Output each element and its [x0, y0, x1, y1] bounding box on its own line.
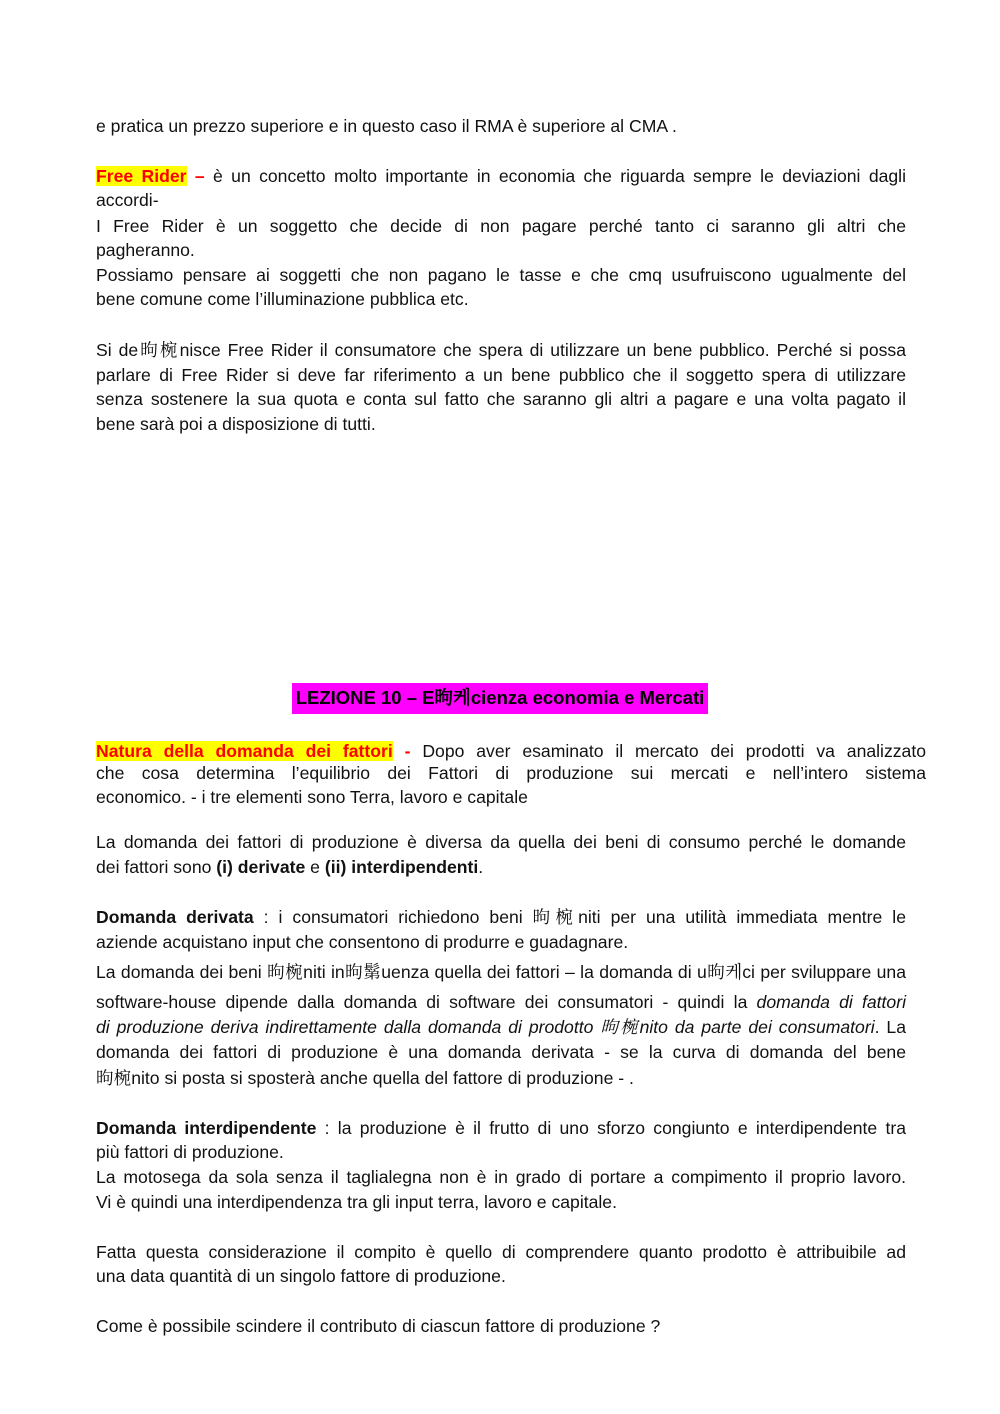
free-rider-term: Free Rider — [96, 166, 187, 186]
paragraph-line: bene comune come l’illuminazione pubblica etc. — [96, 289, 469, 309]
text-span: e — [305, 857, 325, 877]
italic-span: di produzione deriva indirettamente dalla domanda di prodotto 昫椀nito da parte dei consumatori — [96, 1017, 875, 1037]
text-span: dei fattori sono — [96, 857, 217, 877]
paragraph-line: Vi è quindi una interdipendenza tra gli input terra, lavoro e capitale. — [96, 1192, 617, 1212]
paragraph-line: I Free Rider è un soggetto che decide di non pagare perché tanto ci saranno gli altri che — [96, 216, 906, 236]
interdipendente-line-1 — [96, 1116, 906, 1140]
paragraph-line: che cosa determina l’equilibrio dei Fattori di produzione sui mercati e nell’intero sistema — [96, 763, 926, 783]
paragraph-line: Si de昫椀nisce Free Rider il consumatore che spera di utilizzare un bene pubblico. Perché si possa — [96, 340, 906, 360]
natura-term: Natura della domanda dei fattori — [96, 741, 393, 761]
paragraph-line: più fattori di produzione. — [96, 1142, 284, 1162]
question-line: Come è possibile scindere il contributo di ciascun fattore di produzione ? — [96, 1316, 661, 1336]
lesson-heading — [0, 684, 1000, 712]
text-span: software-house dipende dalla domanda di software dei consumatori - quindi la — [96, 992, 757, 1012]
paragraph-line: domanda dei fattori di produzione è una domanda derivata - se la curva di domanda del bene — [96, 1042, 906, 1062]
italic-span: domanda di fattori — [756, 992, 906, 1012]
derivata-line-4 — [96, 990, 906, 1014]
free-rider-line-1 — [96, 164, 906, 188]
text-span: è un concetto molto importante in economia che riguarda sempre le deviazioni dagli — [204, 166, 906, 186]
paragraph-line: economico. - i tre elementi sono Terra, lavoro e capitale — [96, 787, 528, 807]
derivate-bold: (i) derivate — [216, 857, 306, 877]
term-dash: – — [186, 166, 205, 186]
natura-line-1 — [96, 739, 926, 763]
interdipendenti-bold: (ii) interdipendenti — [324, 857, 479, 877]
paragraph-line: Fatta questa considerazione il compito è quello di comprendere quanto prodotto è attribuibile ad — [96, 1242, 906, 1262]
paragraph-line: una data quantità di un singolo fattore di produzione. — [96, 1266, 506, 1286]
text-span: . La — [874, 1017, 906, 1037]
paragraph-line: pagheranno. — [96, 240, 195, 260]
paragraph-line: La domanda dei fattori di produzione è diversa da quella dei beni di consumo perché le domande — [96, 832, 906, 852]
paragraph-line: senza sostenere la sua quota e conta sul fatto che saranno gli altri a pagare e una volta pagato il — [96, 389, 906, 409]
paragraph-line: aziende acquistano input che consentono di produrre e guadagnare. — [96, 932, 629, 952]
paragraph-line: bene sarà poi a disposizione di tutti. — [96, 414, 376, 434]
paragraph-line: accordi- — [96, 190, 159, 210]
text-span: : la produzione è il frutto di uno sforzo congiunto e interdipendente tra — [316, 1118, 906, 1138]
derivata-line-1 — [96, 905, 906, 929]
paragraph-line: La domanda dei beni 昫椀niti in昫鬀uenza quella dei fattori – la domanda di u昫케ci per sviluppare una — [96, 962, 906, 982]
lesson-title: LEZIONE 10 – E昫케cienza economia e Mercati — [292, 683, 709, 714]
paragraph-line: 昫椀nito si posta si sposterà anche quella del fattore di produzione - . — [96, 1068, 634, 1088]
paragraph-line: e pratica un prezzo superiore e in questo caso il RMA è superiore al CMA . — [96, 116, 677, 136]
derivata-line-5 — [96, 1015, 906, 1039]
paragraph-line: parlare di Free Rider si deve far riferimento a un bene pubblico che il soggetto spera di utilizzare — [96, 365, 906, 385]
text-span: : i consumatori richiedono beni 昫椀niti per una utilità immediata mentre le — [253, 907, 906, 927]
paragraph-line: Possiamo pensare ai soggetti che non pagano le tasse e che cmq usufruiscono ugualmente del — [96, 265, 906, 285]
interdipendente-term: Domanda interdipendente — [96, 1118, 317, 1138]
text-span: Dopo aver esaminato il mercato dei prodotti va analizzato — [410, 741, 927, 761]
demand-types-line — [96, 855, 906, 879]
term-dash: - — [392, 741, 411, 761]
text-span: . — [478, 857, 484, 877]
paragraph-line: La motosega da sola senza il taglialegna non è in grado di portare a compimento il proprio lavoro. — [96, 1167, 906, 1187]
derivata-term: Domanda derivata — [96, 907, 254, 927]
